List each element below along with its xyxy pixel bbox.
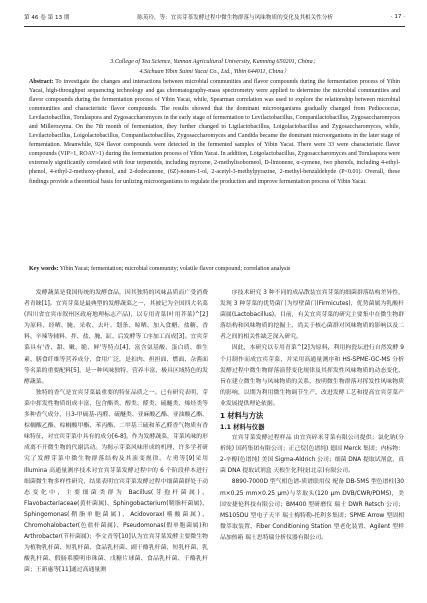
intro-paragraph-3: 序技术研究 3 种不同的成品散装宜宾芽菜的细菌群落结构差异性，发现 3 种芽菜的优势菌门为厚壁菌门(Firmicutes)，优势菌属为乳酸杆菌属(Lactobacillus)。目前，有关宜宾芽菜的研究主要集中在微生物群落结构和风味物质的挖掘上，尚关于核心菌群对风味物质的影响以及二者之间的相关性缺乏深入研究。 — [220, 290, 404, 341]
running-title: 陈英玲，等：宜宾芽茶发酵过程中微生物群落与风味物质的变化及其相关性分析 — [137, 15, 334, 21]
issue-label: 第 46 卷 第 13 期 — [24, 15, 70, 21]
keywords-text: Yibin Yacai; fermentation; microbial community; volatile flavor compound; correlation analysis — [58, 266, 291, 272]
right-column — [220, 288, 404, 544]
page-number: · 17 · — [390, 14, 405, 20]
english-abstract — [29, 78, 400, 187]
english-keywords — [29, 265, 400, 274]
header-rule — [24, 26, 405, 27]
intro-paragraph-2: 独特的香气是宜宾芽菜最重要的特征品质之一。已有研究表明，芽菜中挥发性物质组成丰富，包含酯类、醇类、醛类、硫醚类、烯烃类等多种香气成分，且3-甲硫基-丙醛、硫醚类、亚麻酸乙酯、亚油酸乙酯、棕榈酸乙酯、棕榈酸甲酯、苯丙酯、二甲基三硫和苯乙醛香气物质有香味特征，对宜宾芽菜中具有的成分[6-8]。作为发酵蔬菜，芽菜风味的形成离不开微生物的代谢活动。为揭示芽菜风味形成的机理，许多学者研究了发酵芽菜中微生物群落结构及其演变规律。左勇等[9]采用 Illumina 高通量测序技术对宜宾芽菜发酵过程中的 6 个阶段样本进行细菌微生物多样性研究，结果表明宜宾芽菜发酵过程中细菌菌群处于动态变化中，主要细菌类群为 Bacillus(芽孢杆菌属)、Flavobacteriaceae(黄杆菌属)、Sphingobacterium(鞘脂杆菌属)、Sphingomonas(鞘脂单胞菌属)、Acidovorax(嗜酸菌属)、Chromohalobacter(色盐杆菌属)、Pseudomonas(假单胞菌属)和 Arthrobacter(节杆菌属)；李文青等[10]认为宜宾芽菜发酵主要微生物为植物乳杆菌、短乳杆菌、食品乳杆菌、副干酪乳杆菌、短乳杆菌、乳酸乳杆菌、假肠系膜明串珠菌、戊糖片球菌、食品乳杆菌、干酪乳杆菌；王新惠等[11]通过高通量测 — [24, 389, 208, 574]
affiliation-3: 3.College of Tea Science, Yunnan Agricultural University, Kunming 650201, China； — [110, 59, 319, 65]
instruments-paragraph: 8890-7000D 型气相色谱-质谱联用仪 配备 DB-5MS 型色谱柱(30 m×0.25 mm×0.25 μm)与萃取头(120 μm DVB/CWR/PDMS)，美国安捷伦科技有限公司；BM400 型研磨仪 瑞士 DWR Retsch 公司；MS105DU 型电子天平 瑞士梅特勒-托利多集团；SPME Arrow 型固相微萃取装置、Fiber Conditioning Station 型老化装置、Agilent 型样品加热箱 瑞士思特瑞分析仪器有限公司。 — [220, 479, 404, 541]
abstract-label: Abstract: — [29, 79, 54, 85]
running-header — [24, 10, 405, 24]
subsection-title-materials: 1.1 材料与仪器 — [220, 424, 265, 432]
affiliation-4: 4.Sichuan Yibin Suimi Yacai Co., Ltd., Yibin 644011, China） — [139, 69, 290, 75]
section-title-methods: 1 材料与方法 — [220, 411, 264, 421]
intro-paragraph-1: 发酵蔬菜是我国传统的发酵食品，因其独特的风味品质而广受消费者青睐[1]。宜宾芽菜是最典型的发酵蔬菜之一，其被记为全国四大名菜(四川省宜宾市叙州区政府地理标志产品)，以专用青菜(叶用芥菜)^[2]为原料，经晒、腌、采收、去叶、划条、晾晒、加入食醋、盐糖、香料、辛辣等辅料，拌、盐、腌、缸、后发酵等工序加工而成[3]。宜宾芽菜具有'香、甜、嫩、脆、鲜'等特点[4]，富含氨基酸、蛋白质、维生素、膳食纤维等营养成分，食用广泛，是扣肉、担担面、燃面、杂酱面等名菜的重要配料[5]，是一种风味独特、营养丰富、极具区域特色的发酵蔬菜。 — [24, 290, 208, 385]
keywords-label: Key words: — [29, 266, 59, 272]
left-column — [24, 288, 208, 576]
intro-paragraph-4: 因此，本研究以专用青菜^[2]为原料，利用拘瓷坛进行自然发酵 9 个月制作而成宜宾芽菜，并采用高通量测序和 HS-SPME-GC-MS 分析发酵过程中微生物群落演替变化规律及其挥发性风味物质的动态变化，旨在建立微生物与风味物质的关系，按明微生物群落对挥发性风味物质的影响，以期为利用微生物调节生产、改进发酵工艺和提高宜宾芽菜产业发展提供理论依据。 — [220, 345, 404, 407]
materials-paragraph: 宜宾芽菜发酵过程样品 由宜宾碎米芽菜有限公司提供；氯化钠(分析纯) 国药集团有限公司；正己烷(色谱纯) 德国 Merck 集团；内标物：2-辛醇(色谱纯) 美国 Sigma-Aldrich 公司；细菌 DNA 提取试剂盒、真菌 DNA 提取试剂盒 天根生化科技(北京)有限公司。 — [220, 435, 404, 475]
abstract-text: To investigate the changes and interactions between microbial communities and flavor compounds during the fermentation process of Yibin Yacai, high-throughput sequencing technology and gas chromatography-mass spectrometry were applied to determine the microbial communities and flavor compounds during the fermentation process of Yibin Yacai, while, Spearman correlation was used to explore the relationship between microbial communities and characteristic flavor compounds. The results showed that the dominant microorganisms gradually changed from Pediococcus, Levilactobacillus, Torulaspora and Zygosaccharomyces in the early stage of fermentation to Levilactobacillus, Companilactobacillus, Zygosaccharomyces and Millerozyma. On the 7th month of fermentation, they further changed to Ligilactobacillus, Loigolactobacillus and Zygosaccharomyces, while, Levilactobacillus, Loigolactobacillus, Companilactobacillus, Zygosaccharomyces and Candida became the dominant microorganisms in the later stage of fermentation. Meanwhile, 924 flavor compounds were detected in the fermented samples of Yibin Yacai. There were 33 were characteristic flavor compounds (VIP>1, ROAV>1) during the fermentation process of Yibin Yacai. In addition, Lotgolactobacillus, Zygosaccharomyces and Torulaspora were extremely significantly correlated with four terpenoids, including myrcene, 2-methylisoborneol, D-limonene, α-cymene, two phenols, including 4-ethyl-phenol, 4-ethyl-2-methoxy-phenol, and 2-dodecanone, (6Z)-nonen-1-ol, 2-acetyl-3-methylpyrazine, 2-methyl-benzaldehyde (P<0.01). Overall, these findings provide a theoretical basis for unlizing microorganisms to regulate the production and improve fermentation process of Yibin Yacai. — [29, 79, 400, 185]
